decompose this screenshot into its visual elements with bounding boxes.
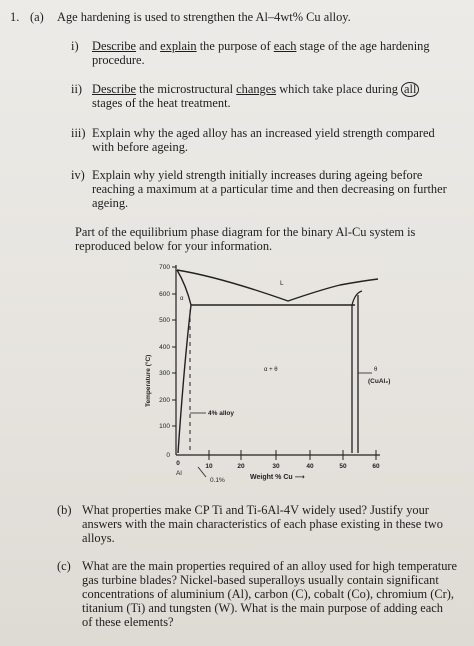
intro-line1: Part of the equilibrium phase diagram for the binary Al-Cu system is — [75, 225, 416, 239]
part-c-line5: of these elements? — [82, 615, 174, 629]
cual2-label: (CuAl₂) — [368, 378, 391, 385]
subq-iv-line2: reaching a maximum at a particular time and then decreasing on further — [92, 182, 447, 196]
x-tick-40: 40 — [306, 463, 314, 470]
region-alpha: α — [180, 296, 184, 302]
alloy-label: 4% alloy — [208, 410, 235, 417]
x-axis-label: Weight % Cu ⟶ — [250, 474, 305, 481]
subq-iii-line2: with before ageing. — [92, 140, 188, 154]
subq-i-num: i) — [71, 39, 79, 53]
subq-iv-line3: ageing. — [92, 196, 129, 210]
subq-ii-num: ii) — [71, 82, 83, 96]
point-one-percent-label: 0.1% — [210, 477, 225, 484]
y-tick-200: 200 — [159, 397, 170, 404]
y-ticks — [159, 264, 176, 459]
subq-iii-num: iii) — [71, 126, 86, 140]
part-b-line1: What properties make CP Ti and Ti-6Al-4V widely used? Justify your — [82, 503, 429, 517]
question-number: 1. — [10, 10, 20, 24]
word-each: each — [273, 39, 297, 53]
text: the purpose of — [196, 39, 274, 53]
intro-line2: reproduced below for your information. — [75, 239, 273, 253]
part-b-line3: alloys. — [82, 531, 115, 545]
x-tick-20: 20 — [237, 463, 245, 470]
part-c-line3: concentrations of aluminium (Al), carbon (C), cobalt (Co), chromium (Cr), — [82, 587, 454, 601]
text: and — [136, 39, 161, 53]
x-tick-0: 0 — [176, 460, 180, 467]
theta-label: θ — [374, 367, 378, 373]
subq-ii-line2: stages of the heat treatment. — [92, 96, 231, 110]
text: stage of the age hardening — [296, 39, 430, 53]
subq-iii-line1: Explain why the aged alloy has an increased yield strength compared — [92, 126, 435, 140]
text: the microstructural — [136, 82, 237, 96]
word-describe: Describe — [92, 82, 137, 96]
part-b-label: (b) — [57, 503, 72, 517]
part-a-stem: Age hardening is used to strengthen the Al–4wt% Cu alloy. — [57, 10, 351, 24]
text: which take place during — [276, 82, 401, 96]
liquidus-line — [177, 270, 378, 301]
region-liquid: L — [280, 280, 284, 287]
y-tick-0: 0 — [166, 452, 170, 459]
subq-i-line1 — [92, 39, 430, 53]
circled-all: all — [401, 82, 419, 97]
y-tick-500: 500 — [159, 317, 170, 324]
part-b-line2: answers with the main characteristics of each phase existing in these two — [82, 517, 443, 531]
part-a-label: (a) — [30, 10, 44, 24]
y-axis-label: Temperature (°C) — [145, 354, 152, 407]
part-c-label: (c) — [57, 559, 71, 573]
theta-peritectic — [352, 291, 362, 305]
x-tick-10: 10 — [205, 463, 213, 470]
part-c-line1: What are the main properties required of an alloy used for high temperature — [82, 559, 458, 573]
part-c-line4: titanium (Ti) and tungsten (W). What is the main purpose of adding each — [82, 601, 443, 615]
x-tick-30: 30 — [272, 463, 280, 470]
al-cu-phase-diagram — [140, 255, 400, 485]
word-describe: Describe — [92, 39, 137, 53]
subq-iv-line1: Explain why yield strength initially increases during ageing before — [92, 168, 423, 182]
y-tick-300: 300 — [159, 370, 170, 377]
part-c-line2: gas turbine blades? Nickel-based superalloys usually contain significant — [82, 573, 439, 587]
al-label: Al — [176, 470, 182, 477]
x-tick-60: 60 — [372, 463, 380, 470]
solvus-line — [178, 305, 191, 453]
subq-iv-num: iv) — [71, 168, 85, 182]
word-explain: explain — [160, 39, 197, 53]
y-tick-400: 400 — [159, 344, 170, 351]
x-ticks — [176, 450, 380, 470]
word-changes: changes — [236, 82, 277, 96]
subq-ii-line1 — [92, 82, 419, 97]
subq-i-line2: procedure. — [92, 53, 145, 67]
y-tick-100: 100 — [159, 423, 170, 430]
x-tick-50: 50 — [339, 463, 347, 470]
y-tick-700: 700 — [159, 264, 170, 271]
y-tick-600: 600 — [159, 291, 170, 298]
region-alpha-theta: α + θ — [264, 367, 278, 373]
